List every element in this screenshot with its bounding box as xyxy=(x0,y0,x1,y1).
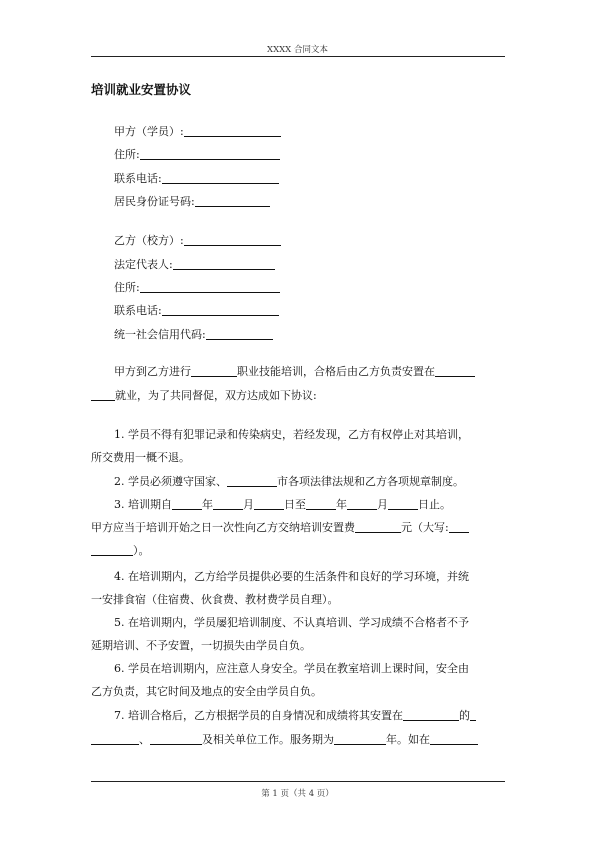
party-b-credit-field[interactable] xyxy=(206,327,273,340)
clause-3-to-label: 日至 xyxy=(284,498,306,511)
clause-3-fee-text: 甲方应当于培训开始之日一次性向乙方交纳培训安置费 xyxy=(91,521,355,534)
clause-2-line xyxy=(91,474,505,489)
clause-3-fee-capital-label: 元（大写: xyxy=(401,521,449,534)
party-b-school-label: 乙方（校方）: xyxy=(114,234,184,247)
clause-7-separator: 、 xyxy=(139,733,150,746)
placement-unit-field-3[interactable] xyxy=(91,732,139,745)
clause-3-text-a: 3. 培训期自 xyxy=(114,498,172,511)
party-a-id-label: 居民身份证号码: xyxy=(114,195,195,208)
page-footer: 第 1 页（共 4 页） xyxy=(261,789,334,799)
party-a-student-line xyxy=(114,124,281,139)
start-day-field[interactable] xyxy=(254,497,284,510)
footer-divider xyxy=(91,781,505,782)
fee-capital-field[interactable] xyxy=(449,520,469,533)
clause-7-text-b: 的 xyxy=(459,709,470,722)
intro-line-1 xyxy=(91,364,505,379)
intro-text-a: 甲方到乙方进行 xyxy=(114,365,191,378)
service-period-field[interactable] xyxy=(334,732,386,745)
clause-6-text-cont: 乙方负责，其它时间及地点的安全由学员自负。 xyxy=(91,685,322,698)
clause-5-text: 5. 在培训期内，学员屡犯培训制度、不认真培训、学习成绩不合格者不予 xyxy=(114,616,469,629)
intro-line-2 xyxy=(91,388,505,403)
intro-text-b: 职业技能培训，合格后由乙方负责安置在 xyxy=(237,365,435,378)
party-b-address-field[interactable] xyxy=(140,280,280,293)
party-b-rep-label: 法定代表人: xyxy=(114,258,173,271)
fee-capital-field-cont[interactable] xyxy=(91,543,133,556)
clause-1-line-1 xyxy=(91,428,505,442)
clause-1-line-2 xyxy=(91,451,505,465)
clause-3-line-3 xyxy=(91,543,505,558)
clause-3-end-year-label: 年 xyxy=(336,498,347,511)
placement-unit-field-1[interactable] xyxy=(403,708,459,721)
clause-1-text: 1. 学员不得有犯罪记录和传染病史，若经发现，乙方有权停止对其培训， xyxy=(114,428,469,441)
clause-1-text-cont: 所交费用一概不退。 xyxy=(91,451,190,464)
document-title: 培训就业安置协议 xyxy=(91,82,192,97)
clause-5-line-1 xyxy=(91,616,505,630)
party-b-credit-label: 统一社会信用代码: xyxy=(114,328,206,341)
clause-5-text-cont: 延期培训、不予安置，一切损失由学员自负。 xyxy=(91,639,311,652)
start-year-field[interactable] xyxy=(172,497,202,510)
clause-3-end-label: 日止。 xyxy=(418,498,451,511)
party-a-id-line xyxy=(114,194,270,209)
party-a-address-line xyxy=(114,147,280,162)
party-b-phone-field[interactable] xyxy=(162,303,279,316)
clause-2-text-a: 2. 学员必须遵守国家、 xyxy=(114,475,227,488)
clause-3-close: ）。 xyxy=(133,544,150,557)
end-year-field[interactable] xyxy=(306,497,336,510)
placement-unit-field-4[interactable] xyxy=(150,732,202,745)
party-a-address-label: 住所: xyxy=(114,148,140,161)
clause-3-month-label: 月 xyxy=(243,498,254,511)
clause-4-text: 4. 在培训期内，乙方给学员提供必要的生活条件和良好的学习环境，并统 xyxy=(114,570,469,583)
city-field[interactable] xyxy=(227,474,277,487)
party-a-id-field[interactable] xyxy=(195,194,270,207)
clause-6-text: 6. 学员在培训期内，应注意人身安全。学员在教室培训上课时间，安全由 xyxy=(114,662,469,675)
clause-7-text-d: 年。如在 xyxy=(386,733,430,746)
fee-amount-field[interactable] xyxy=(355,520,401,533)
clause-3-line-1 xyxy=(91,497,505,512)
party-a-address-field[interactable] xyxy=(140,147,280,160)
clause-4-line-1 xyxy=(91,570,505,584)
clause-5-line-2 xyxy=(91,639,505,653)
clause-7-text-c: 及相关单位工作。服务期为 xyxy=(202,733,334,746)
placement-location-field[interactable] xyxy=(435,364,475,377)
party-b-school-line xyxy=(114,233,281,248)
party-b-school-field[interactable] xyxy=(184,233,281,246)
party-b-phone-line xyxy=(114,303,279,318)
party-b-phone-label: 联系电话: xyxy=(114,304,162,317)
party-b-rep-line xyxy=(114,257,275,272)
clause-6-line-2 xyxy=(91,685,505,699)
page-header: XXXX 合同文本 xyxy=(267,45,328,55)
party-b-address-label: 住所: xyxy=(114,281,140,294)
header-divider xyxy=(91,56,505,57)
party-a-phone-label: 联系电话: xyxy=(114,172,162,185)
clause-7-line-2 xyxy=(91,732,505,747)
continuation-field[interactable] xyxy=(430,732,478,745)
start-month-field[interactable] xyxy=(213,497,243,510)
party-a-student-field[interactable] xyxy=(184,124,281,137)
clause-4-line-2 xyxy=(91,593,505,607)
clause-3-year-label: 年 xyxy=(202,498,213,511)
party-a-phone-line xyxy=(114,171,279,186)
intro-text-c: 就业，为了共同督促，双方达成如下协议: xyxy=(115,389,317,402)
clause-6-line-1 xyxy=(91,662,505,676)
clause-7-line-1 xyxy=(91,708,505,723)
training-type-field[interactable] xyxy=(191,364,237,377)
party-a-student-label: 甲方（学员）: xyxy=(114,125,184,138)
end-day-field[interactable] xyxy=(388,497,418,510)
placement-unit-field-2[interactable] xyxy=(470,708,476,721)
placement-location-field-cont[interactable] xyxy=(91,388,115,401)
party-b-credit-line xyxy=(114,327,273,342)
clause-2-text-b: 市各项法律法规和乙方各项规章制度。 xyxy=(277,475,464,488)
clause-4-text-cont: 一安排食宿（住宿费、伙食费、教材费学员自理）。 xyxy=(91,593,339,606)
end-month-field[interactable] xyxy=(347,497,377,510)
clause-7-text-a: 7. 培训合格后，乙方根据学员的自身情况和成绩将其安置在 xyxy=(114,709,403,722)
party-b-address-line xyxy=(114,280,280,295)
party-b-rep-field[interactable] xyxy=(173,257,275,270)
party-a-phone-field[interactable] xyxy=(162,171,279,184)
clause-3-line-2 xyxy=(91,520,505,535)
clause-3-end-month-label: 月 xyxy=(377,498,388,511)
